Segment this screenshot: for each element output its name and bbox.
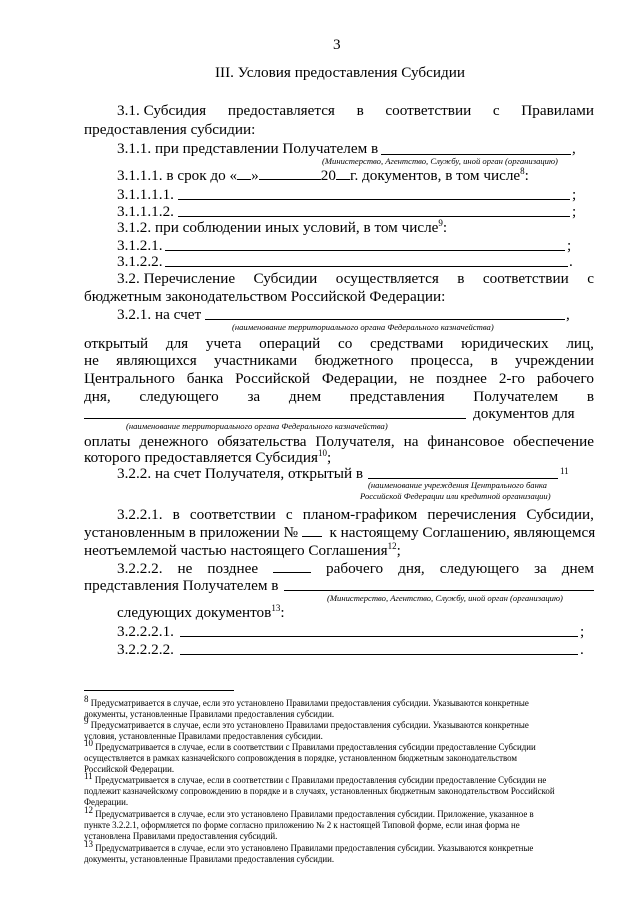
section-title: III. Условия предоставления Субсидии [215,64,466,81]
blank-line [205,319,565,320]
para-3-2-1-line-4: дня, следующего за днем представления Получателем в [84,388,594,405]
para-3-2-2-2-line-2: представления Получателем в [84,577,279,594]
para-3-2-line-2: бюджетным законодательством Российской Федерации: [84,288,446,305]
para-3-2-2-1-line-2: установленным в приложении № к настоящему Соглашению, являющемся [84,524,596,541]
para-3-2-2: 3.2.2. на счет Получателя, открытый в [117,465,364,482]
field-note: (наименование учреждения Центрального банка [368,480,547,490]
field-note: Российской Федерации или кредитной организации) [360,491,551,501]
document-page: 3 III. Условия предоставления Субсидии 3.1. Субсидия предоставляется в соответствии с Правилами предоставления субсидии: 3.1.1. при представлении Получателем в , (Министерство, Агентство, Службу, иной орган (организацию) 3.1.1.1. в срок до « » 20 г. документов, в том числе$^8$: 3.1.1.1.1. ; 3.1.1.1.2. ; 3.1.2. при соблюдении иных условий, в том числе$^9$: 3.1.2.1. ; 3.1.2.2. . 3.2. Перечисление Субсидии осуществляется в соответствии с бюджетным законодательством Российской Федерации: 3.2.1. на счет , (наименование территориального органа Федерального казначейства) открытый для учета операций со средствами юридических лиц, не являющихся участниками бюджетного процесса, в учреждении Центрального банка Российской Федерации, не позднее 2-го рабочего дня, следующего за днем представления Получателем в документов для (наименование территориального органа Федерального казначейства) оплаты денежного обязательства Получателя, на финансовое обеспечение которого предоставляется Субсидия$^{10}$; 3.2.2. на счет Получателя, открытый в 11 (наименование учреждения Центрального банка Российской Федерации или кредитной организации) 3.2.2.1. в соответствии с планом-графиком перечисления Субсидии, установленным в приложении № к настоящему Соглашению, являющемся неотъемлемой частью настоящего Соглашения$^{12}$; 3.2.2.2. не позднее рабочего дня, следующего за днем представления Получателем в (Министерство, Агентство, Службу, иной орган (организацию) следующих документов$^{13}$: 3.2.2.2.1. ; 3.2.2.2.2. . $^8$ Предусматривается в случае, если это установлено Правилами предоставления субсидии. Указываются конкретные документы, установленные Правилами предоставления субсидии. $^9$ Предусматривается в случае, если это установлено Правилами предоставления субсидии. Указываются конкретные условия, установленные Правилами предоставления субсидии. $^{10}$ Предусматривается в случае, если в соответствии с Правилами предоставления субсидии предоставление Субсидии осуществляется в рамках казначейского сопровождения в порядке, установленном бюджетным законодательством Российской Федерации. $^{11}$ Предусматривается в случае, если в соответствии с Правилами предоставления субсидии предоставление Субсидии не подлежит казначейскому сопровождению в порядке и в случаях, установленных бюджетным законодательством Российской Федерации. $^{12}$ Предусматривается в случае, если это установлено Правилами предоставления субсидии. Приложение, указанное в пункте 3.2.2.1, оформляется по форме согласно приложению № 2 к настоящей Типовой форме, если иная форма не установлена Правилами предоставления субсидий. $^{13}$ Предусматривается в случае, если это установлено Правилами предоставления субсидии. Указываются конкретные документы, установленные Правилами предоставления субсидии. [84,36,596,864]
para-3-2-1-line-7: которого предоставляется Субсидия$^{10}$; [84,447,332,466]
blank-line [284,590,594,591]
para-3-1-line-1: 3.1. Субсидия предоставляется в соответствии с Правилами [117,102,594,119]
blank-line [178,216,570,217]
blank-line [178,199,570,200]
para-3-1-1-1: 3.1.1.1. в срок до « » 20 г. документов, в том числе$^8$: [117,165,529,184]
para-3-2-1-line-2: не являющихся участниками бюджетного процесса, в учреждении [84,352,594,369]
para-3-2-2-2-line-1: 3.2.2.2. не позднее рабочего дня, следующего за днем [117,560,594,577]
para-3-2-1-line-6: оплаты денежного обязательства Получателя, на финансовое обеспечение [84,433,594,450]
blank-line [368,478,558,479]
para-3-2-1: 3.2.1. на счет [117,306,202,323]
para-3-2-2-1-line-1: 3.2.2.1. в соответствии с планом-графиком перечисления Субсидии, [117,506,594,523]
blank-line [180,654,578,655]
field-note: (Министерство, Агентство, Службу, иной орган (организацию) [322,156,558,166]
para-3-1-2-2: 3.1.2.2. [117,253,163,270]
footnote-separator [84,690,234,691]
para-3-2-2-1-line-3: неотъемлемой частью настоящего Соглашения$^{12}$; [84,540,401,559]
blank-line [165,266,568,267]
para-3-2-line-1: 3.2. Перечисление Субсидии осуществляется в соответствии с [117,270,594,287]
para-3-1-line-2: предоставления субсидии: [84,121,256,138]
para-3-2-2-2-line-3: следующих документов$^{13}$: [117,602,285,621]
para-3-2-1-line-5: документов для [473,405,575,422]
para-3-2-2-sup: 11 [560,466,569,476]
para-3-1-2: 3.1.2. при соблюдении иных условий, в том числе$^9$: [117,217,448,236]
para-3-1-1: 3.1.1. при представлении Получателем в [117,140,379,157]
comma: , [572,140,576,157]
field-note: (Министерство, Агентство, Службу, иной орган (организацию) [327,593,563,603]
semicolon: ; [580,623,585,640]
para-3-2-1-line-1: открытый для учета операций со средствами юридических лиц, [84,335,594,352]
field-note: (наименование территориального органа Федерального казначейства) [126,421,388,431]
para-3-1-1-1-1: 3.1.1.1.1. [117,186,174,203]
semicolon: ; [572,186,577,203]
page-number: 3 [333,36,341,53]
para-3-1-1-1-2: 3.1.1.1.2. [117,203,174,220]
comma: , [566,306,570,323]
semicolon: ; [572,203,577,220]
dot: . [580,641,584,658]
blank-line [381,154,571,155]
semicolon: ; [567,237,572,254]
para-3-2-2-2-1: 3.2.2.2.1. [117,623,174,640]
para-3-1-2-1: 3.1.2.1. [117,237,163,254]
dot: . [569,253,573,270]
blank-line [180,636,578,637]
blank-line [165,250,565,251]
blank-line [84,418,466,419]
para-3-2-1-line-3: Центрального банка Российской Федерации, не позднее 2-го рабочего [84,370,594,387]
field-note: (наименование территориального органа Федерального казначейства) [232,322,494,332]
para-3-2-2-2-2: 3.2.2.2.2. [117,641,174,658]
